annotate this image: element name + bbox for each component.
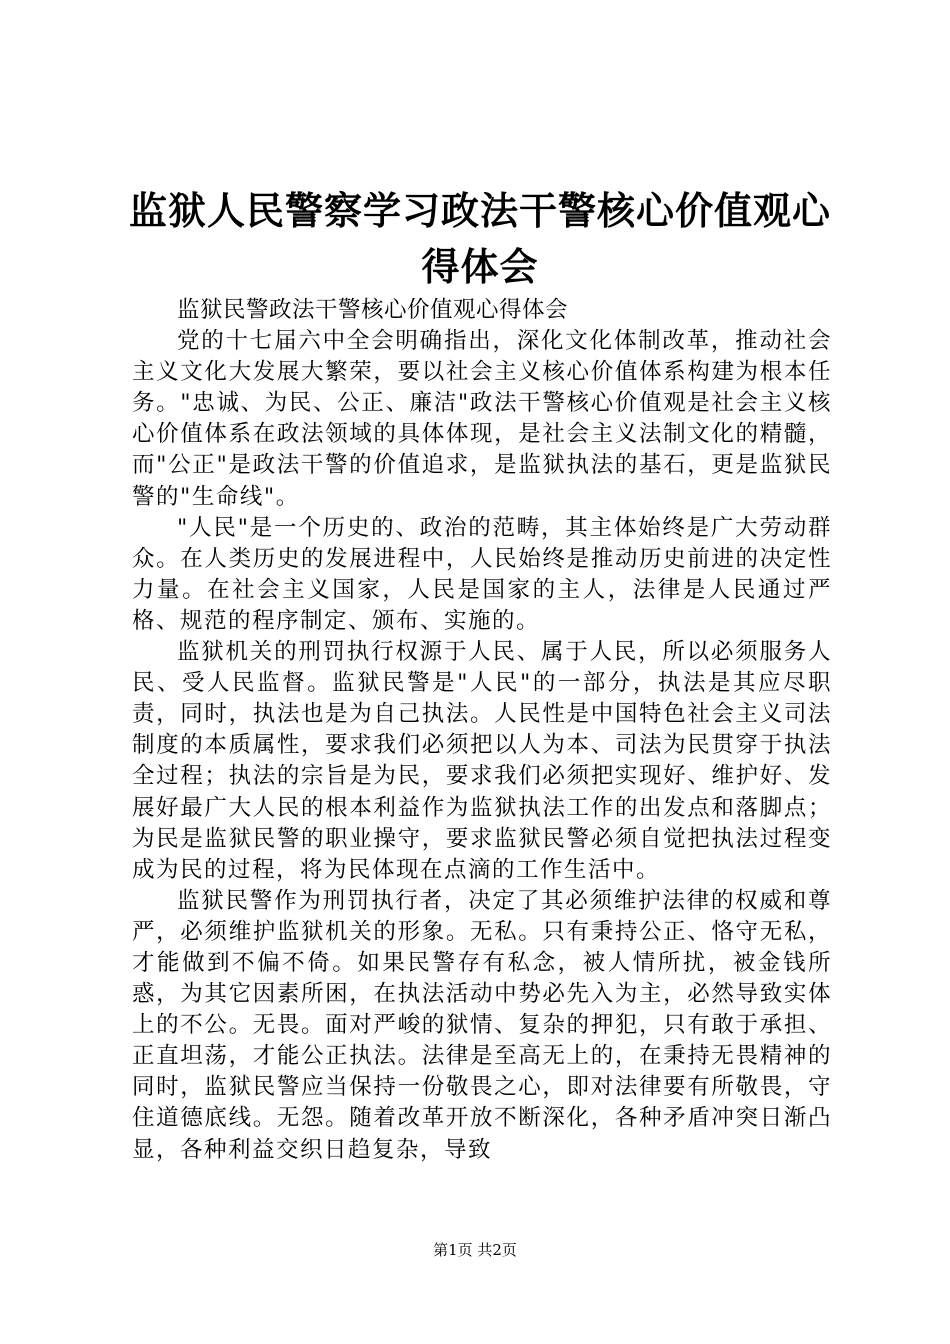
document-body bbox=[132, 295, 832, 1166]
document-subtitle: 监狱民警政法干警核心价值观心得体会 bbox=[177, 297, 569, 323]
document-title: 监狱人民警察学习政法干警核心价值观心得体会 bbox=[128, 189, 831, 289]
page-number-footer: 第1页 共2页 bbox=[433, 1241, 517, 1259]
body-paragraph: 监狱民警作为刑罚执行者，决定了其必须维护法律的权威和尊严，必须维护监狱机关的形象。无私。只有秉持公正、恪守无私，才能做到不偏不倚。如果民警存有私念，被人情所扰，被金钱所惑，为其它因素所困，在执法活动中势必先入为主，必然导致实体上的不公。无畏。面对严峻的狱情、复杂的押犯，只有敢于承担、正直坦荡，才能公正执法。法律是至高无上的，在秉持无畏精神的同时，监狱民警应当保持一份敬畏之心，即对法律要有所敬畏，守住道德底线。无怨。随着改革开放不断深化，各种矛盾冲突日渐凸显，各种利益交织日趋复杂，导致 bbox=[132, 887, 832, 1163]
body-paragraph: 党的十七届六中全会明确指出，深化文化体制改革，推动社会主义文化大发展大繁荣，要以社会主义核心价值体系构建为根本任务。"忠诚、为民、公正、廉洁"政法干警核心价值观是社会主义核心价值体系在政法领域的具体体现，是社会主义法制文化的精髓，而"公正"是政法干警的价值追求，是监狱执法的基石，更是监狱民警的"生命线"。 bbox=[132, 328, 832, 510]
body-paragraph: 监狱机关的刑罚执行权源于人民、属于人民，所以必须服务人民、受人民监督。监狱民警是"人民"的一部分，执法是其应尽职责，同时，执法也是为自己执法。人民性是中国特色社会主义司法制度的本质属性，要求我们必须把以人为本、司法为民贯穿于执法全过程；执法的宗旨是为民，要求我们必须把实现好、维护好、发展好最广大人民的根本利益作为监狱执法工作的出发点和落脚点；为民是监狱民警的职业操守，要求监狱民警必须自觉把执法过程变成为民的过程，将为民体现在点滴的工作生活中。 bbox=[132, 639, 832, 883]
body-paragraph: "人民"是一个历史的、政治的范畴，其主体始终是广大劳动群众。在人类历史的发展进程中，人民始终是推动历史前进的决定性力量。在社会主义国家，人民是国家的主人，法律是人民通过严格、规范的程序制定、颁布、实施的。 bbox=[132, 514, 832, 634]
